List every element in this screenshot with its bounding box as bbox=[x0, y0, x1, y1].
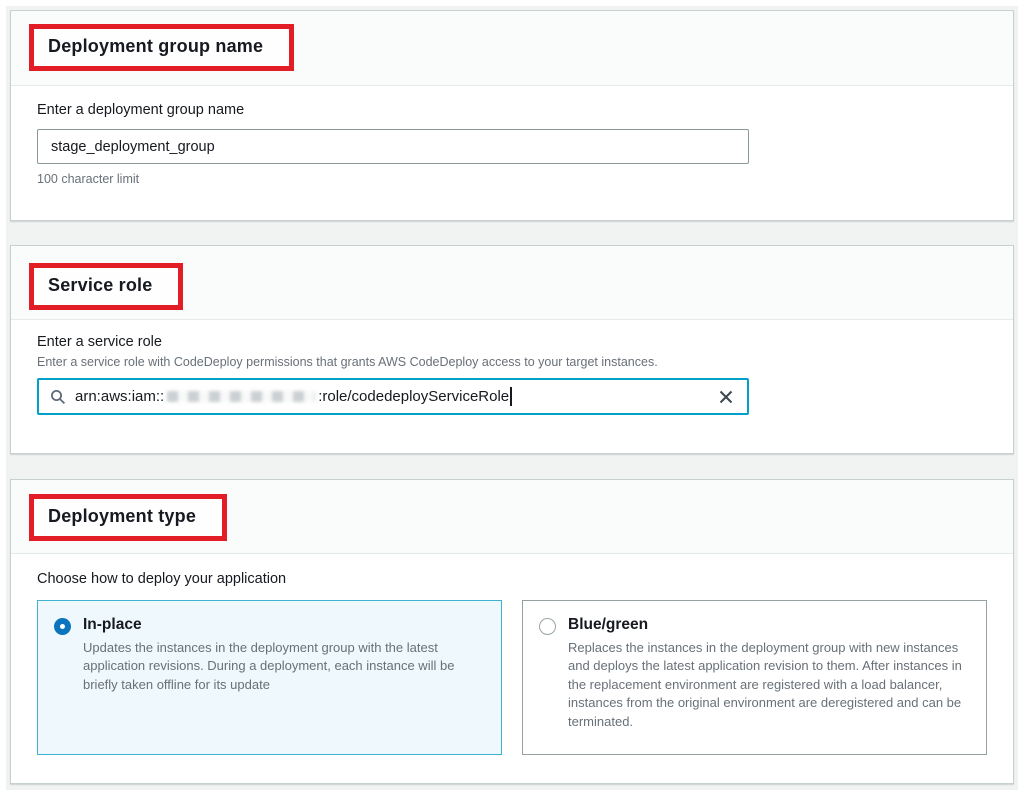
deployment-type-body bbox=[11, 554, 1013, 770]
deployment-type-options bbox=[37, 600, 987, 755]
form-canvas bbox=[6, 6, 1018, 790]
service-role-section bbox=[10, 245, 1014, 454]
search-icon bbox=[50, 389, 66, 405]
option-blue-green-row bbox=[539, 616, 970, 635]
service-role-header bbox=[11, 246, 1013, 320]
close-icon bbox=[718, 389, 734, 405]
redacted-account-id bbox=[167, 391, 315, 402]
in-place-title: In-place bbox=[83, 616, 142, 633]
blue-green-title: Blue/green bbox=[568, 616, 649, 633]
character-limit-hint: 100 character limit bbox=[37, 172, 140, 186]
text-cursor bbox=[510, 387, 512, 406]
arn-suffix: :role/codedeployServiceRole bbox=[318, 388, 510, 405]
section-title-service-role: Service role bbox=[48, 275, 153, 295]
section-title-deployment-type: Deployment type bbox=[48, 506, 197, 526]
deployment-type-label: Choose how to deploy your application bbox=[37, 571, 287, 587]
red-annotation-box bbox=[29, 494, 227, 541]
in-place-radio[interactable] bbox=[54, 618, 71, 635]
deployment-group-name-header bbox=[11, 11, 1013, 86]
service-role-label: Enter a service role bbox=[37, 334, 162, 350]
service-role-body bbox=[11, 320, 1013, 430]
service-role-input[interactable] bbox=[37, 378, 749, 415]
option-in-place-row bbox=[54, 616, 485, 635]
clear-input-button[interactable] bbox=[716, 387, 736, 407]
deployment-group-name-label: Enter a deployment group name bbox=[37, 102, 245, 118]
deployment-type-header bbox=[11, 480, 1013, 554]
service-role-value bbox=[75, 387, 512, 406]
arn-prefix: arn:aws:iam:: bbox=[75, 388, 165, 405]
section-title-deployment-group-name: Deployment group name bbox=[48, 36, 264, 56]
blue-green-description: Replaces the instances in the deployment group with new instances and deploys the latest application revision to them. After instances in the replacement environment are registered with a load balancer, instances from the original environment are deregistered and can be terminated. bbox=[568, 640, 962, 729]
deployment-type-section bbox=[10, 479, 1014, 784]
option-in-place[interactable] bbox=[37, 600, 502, 755]
red-annotation-box bbox=[29, 263, 183, 310]
option-blue-green[interactable] bbox=[522, 600, 987, 755]
blue-green-radio[interactable] bbox=[539, 618, 556, 635]
deployment-group-name-input[interactable] bbox=[37, 129, 749, 164]
deployment-group-name-body bbox=[11, 86, 1013, 201]
in-place-description: Updates the instances in the deployment group with the latest application revisions. During a deployment, each instance will be briefly taken offline for its update bbox=[83, 640, 455, 692]
red-annotation-box bbox=[29, 24, 294, 71]
service-role-description: Enter a service role with CodeDeploy permissions that grants AWS CodeDeploy access to your target instances. bbox=[37, 355, 658, 369]
deployment-group-name-section bbox=[10, 10, 1014, 221]
